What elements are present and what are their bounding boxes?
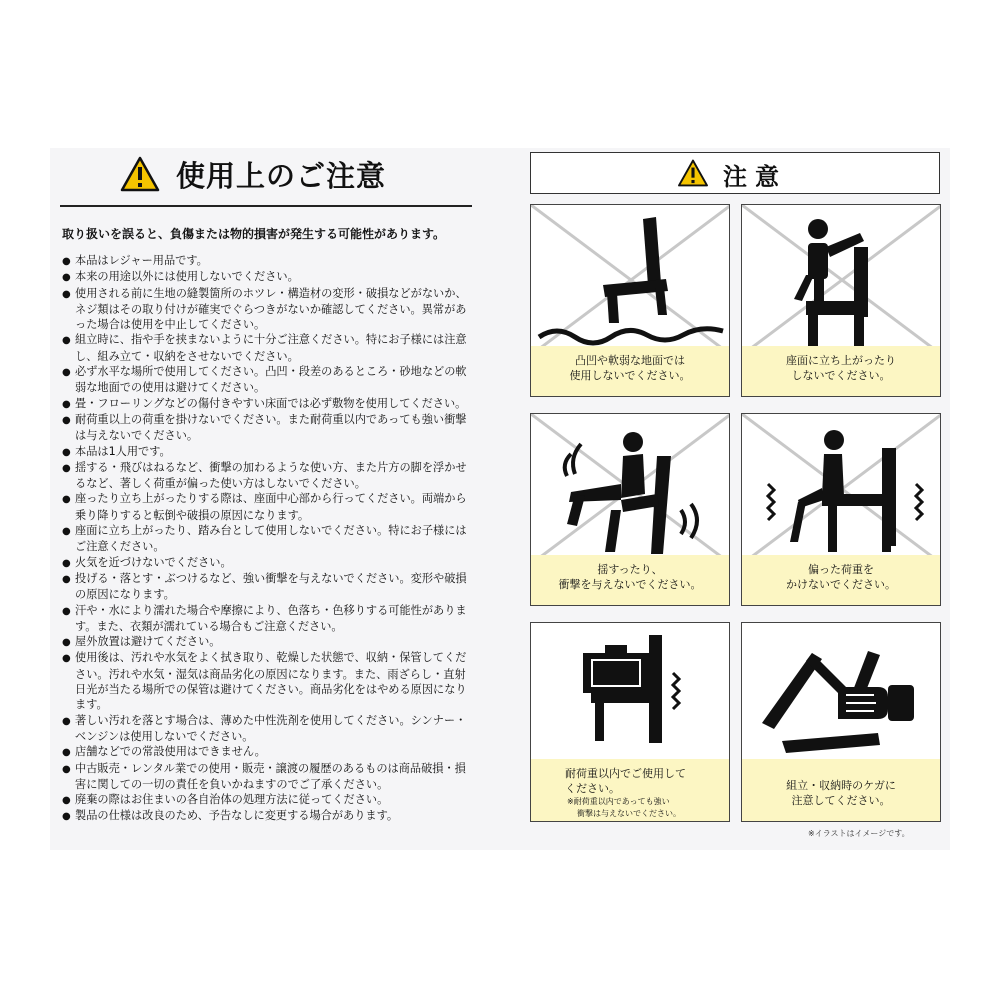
list-item: ● 製品の仕様は改良のため、予告なしに変更する場合があります。	[62, 808, 474, 824]
list-item: ● 著しい汚れを落とす場合は、薄めた中性洗剤を使用してください。シンナー・ベンジンは使用しないでください。	[62, 713, 474, 745]
caption-line: しないでください。	[791, 368, 891, 382]
card-caption	[742, 346, 940, 396]
person-rocking-chair-icon	[531, 414, 730, 564]
chair-on-uneven-ground-icon	[531, 205, 730, 355]
caption-line: 座面に立ち上がったり	[786, 354, 896, 367]
list-item: ● 火気を近づけないでください。	[62, 555, 474, 571]
list-item: ● 使用後は、汚れや水気をよく拭き取り、乾燥した状態で、収納・保管してください。汚れや水気・湿気は商品劣化の原因になります。また、雨ざらし・直射日光が当たる場所での保管は避けてください。商品劣化をはやめる原因になります。	[62, 650, 474, 712]
caption-line: 凸凹や軟弱な地面では	[575, 354, 685, 367]
card-caption	[531, 346, 729, 396]
list-item: ● 投げる・落とす・ぶつけるなど、強い衝撃を与えないでください。変形や破損の原因になります。	[62, 571, 474, 603]
caption-subnote: 衝撃は与えないでください。	[577, 809, 681, 818]
finger-pinch-icon	[742, 623, 941, 773]
caution-title: 注意	[723, 163, 787, 191]
list-item: ● 揺する・飛びはねるなど、衝撃の加わるような使い方、また片方の脚を浮かせるなど、著しく荷重が偏った使い方はしないでください。	[62, 460, 474, 492]
warning-triangle-icon	[677, 159, 709, 187]
caption-line: 偏った荷重を	[808, 563, 874, 576]
caption-line: 注意してください。	[791, 793, 891, 807]
person-standing-on-chair-icon	[742, 205, 941, 355]
caution-header	[530, 152, 940, 194]
list-item: ● 座ったり立ち上がったりする際は、座面中心部から行ってください。両端から乗り降りすると転倒や破損の原因になります。	[62, 491, 474, 523]
list-item: ● 座面に立ち上がったり、踏み台として使用しないでください。特にお子様にはご注意ください。	[62, 523, 474, 555]
weight-on-chair-icon	[531, 623, 730, 773]
caution-card-finger-pinch	[741, 622, 941, 822]
caption-line: 耐荷重以内でご使用して	[565, 767, 686, 780]
usage-notes-title: 使用上のご注意	[176, 159, 387, 193]
uneven-load-icon	[742, 414, 941, 564]
caution-card-uneven-ground	[530, 204, 730, 397]
caption-line: 組立・収納時のケガに	[786, 779, 896, 792]
caption-line: ください。	[565, 781, 620, 795]
list-item: ● 本品は1人用です。	[62, 444, 474, 460]
illustration-footnote: ※イラストはイメージです。	[808, 829, 910, 838]
caution-card-uneven-load	[741, 413, 941, 606]
list-item: ● 耐荷重以上の荷重を掛けないでください。また耐荷重以内であっても強い衝撃は与えないでください。	[62, 412, 474, 444]
list-item: ● 使用される前に生地の縫製箇所のホツレ・構造材の変形・破損などがないか、ネジ類はその取り付けが確実でぐらつきがないか確認してください。異常があった場合は使用を中止してください。	[62, 286, 474, 333]
card-caption	[531, 555, 729, 605]
list-item: ● 本品はレジャー用品です。	[62, 253, 474, 269]
caption-line: 揺すったり、	[597, 563, 663, 576]
list-item: ● 中古販売・レンタル業での使用・販売・譲渡の履歴のあるものは商品破損・損害に関しての一切の責任を負いかねますのでご了承ください。	[62, 761, 474, 793]
warning-triangle-icon	[120, 156, 160, 192]
usage-notes-header	[120, 150, 472, 205]
caption-subnote: ※耐荷重以内であっても強い	[567, 797, 670, 806]
intro-text: 取り扱いを誤ると、負傷または物的損害が発生する可能性があります。	[62, 227, 446, 241]
caution-card-load-limit	[530, 622, 730, 822]
caption-line: 使用しないでください。	[569, 368, 691, 382]
caption-line: かけないでください。	[786, 577, 896, 591]
list-item: ● 廃棄の際はお住まいの各自治体の処理方法に従ってください。	[62, 792, 474, 808]
list-item: ● 畳・フローリングなどの傷付きやすい床面では必ず敷物を使用してください。	[62, 396, 474, 412]
title-underline	[60, 205, 472, 207]
notes-list	[62, 253, 474, 825]
caution-card-standing	[741, 204, 941, 397]
card-caption	[531, 759, 729, 821]
list-item: ● 店舗などでの常設使用はできません。	[62, 744, 474, 760]
caution-card-rocking	[530, 413, 730, 606]
list-item: ● 組立時に、指や手を挟まないように十分ご注意ください。特にお子様には注意し、組み立て・収納をさせないでください。	[62, 332, 474, 364]
list-item: ● 屋外放置は避けてください。	[62, 634, 474, 650]
list-item: ● 本来の用途以外には使用しないでください。	[62, 269, 474, 285]
list-item: ● 必ず水平な場所で使用してください。凸凹・段差のあるところ・砂地などの軟弱な地面での使用は避けてください。	[62, 364, 474, 396]
card-caption	[742, 555, 940, 605]
list-item: ● 汗や・水により濡れた場合や摩擦により、色落ち・色移りする可能性があります。また、衣類が濡れている場合もご注意ください。	[62, 603, 474, 635]
card-caption	[742, 759, 940, 821]
caption-line: 衝撃を与えないでください。	[558, 577, 702, 591]
